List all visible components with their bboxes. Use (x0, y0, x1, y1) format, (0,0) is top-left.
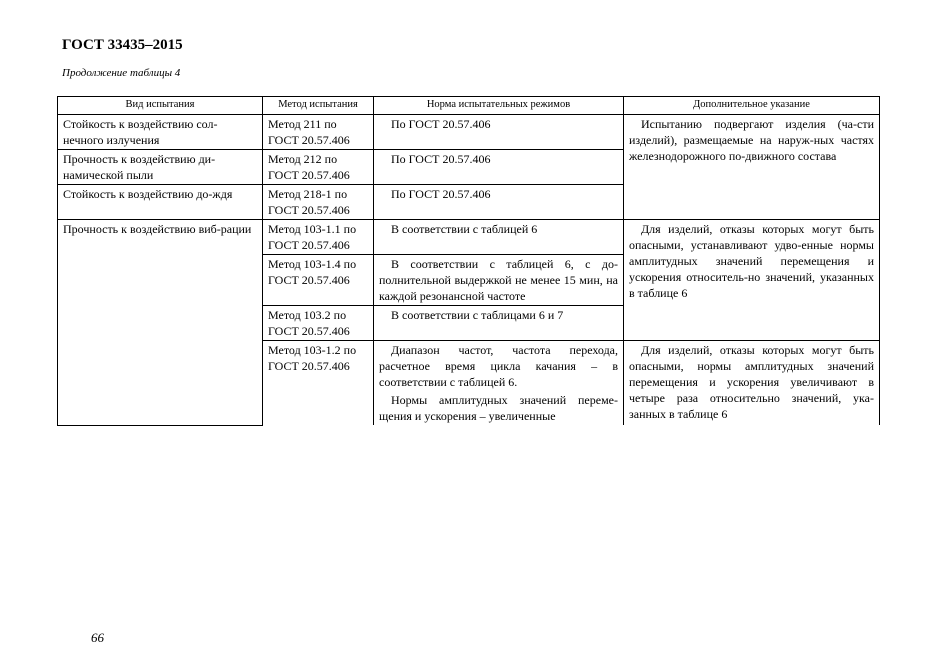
column-header-method: Метод испытания (263, 97, 374, 115)
note-text: Испытанию подвергают изделия (ча-сти изделий), размещаемые на наруж-ных частях железнодорожного по-движного состава (629, 117, 874, 163)
cell-method: Метод 212 по ГОСТ 20.57.406 (263, 150, 374, 185)
norm-text: В соответствии с таблицами 6 и 7 (391, 308, 564, 322)
norm-text-continued: Нормы амплитудных значений переме-щения и ускорения – увеличенные (379, 393, 618, 423)
page-number: 66 (91, 630, 104, 645)
cell-norm (374, 220, 624, 255)
norm-text: По ГОСТ 20.57.406 (391, 117, 491, 131)
cell-test-type: Стойкость к воздействию до-ждя (58, 185, 263, 220)
table-header-row (58, 97, 880, 115)
note-text: Для изделий, отказы которых могут быть опасными, нормы амплитудных значений перемещения и ускорения увеличивают в четыре раза относительно значений, ука-занных в таблице 6 (629, 343, 874, 421)
cell-note (624, 220, 880, 341)
test-requirements-table (57, 96, 880, 426)
norm-text: По ГОСТ 20.57.406 (391, 152, 491, 166)
cell-norm (374, 341, 624, 426)
cell-test-type: Стойкость к воздействию сол-нечного излучения (58, 115, 263, 150)
table-row (58, 220, 880, 255)
cell-method: Метод 103-1.4 по ГОСТ 20.57.406 (263, 255, 374, 306)
table-continuation-note: Продолжение таблицы 4 (62, 67, 181, 79)
cell-norm (374, 255, 624, 306)
cell-note (624, 341, 880, 426)
note-text: Для изделий, отказы которых могут быть опасными, устанавливают удво-енные нормы амплитудных значений перемещения и ускорения относитель-но значений, указанных в таблице 6 (629, 222, 874, 300)
cell-note (624, 115, 880, 220)
cell-method: Метод 103-1.2 по ГОСТ 20.57.406 (263, 341, 374, 426)
column-header-additional-note: Дополнительное указание (624, 97, 880, 115)
cell-norm (374, 185, 624, 220)
column-header-test-norm: Норма испытательных режимов (374, 97, 624, 115)
norm-text: В соответствии с таблицей 6, с до-полнительной выдержкой не менее 15 мин, на каждой резонансной частоте (379, 257, 618, 303)
norm-text: Диапазон частот, частота перехода, расчетное время цикла качания – в соответствии с таблицей 6. (379, 343, 618, 389)
norm-text: По ГОСТ 20.57.406 (391, 187, 491, 201)
cell-norm (374, 115, 624, 150)
cell-method: Метод 103-1.1 по ГОСТ 20.57.406 (263, 220, 374, 255)
column-header-test-type: Вид испытания (58, 97, 263, 115)
cell-method: Метод 218-1 по ГОСТ 20.57.406 (263, 185, 374, 220)
cell-norm (374, 150, 624, 185)
cell-norm (374, 306, 624, 341)
document-title: ГОСТ 33435–2015 (62, 37, 183, 53)
cell-test-type: Прочность к воздействию виб-рации (58, 220, 263, 426)
cell-method: Метод 103.2 по ГОСТ 20.57.406 (263, 306, 374, 341)
cell-method: Метод 211 по ГОСТ 20.57.406 (263, 115, 374, 150)
norm-text: В соответствии с таблицей 6 (391, 222, 538, 236)
table-row (58, 115, 880, 150)
cell-test-type: Прочность к воздействию ди-намической пыли (58, 150, 263, 185)
